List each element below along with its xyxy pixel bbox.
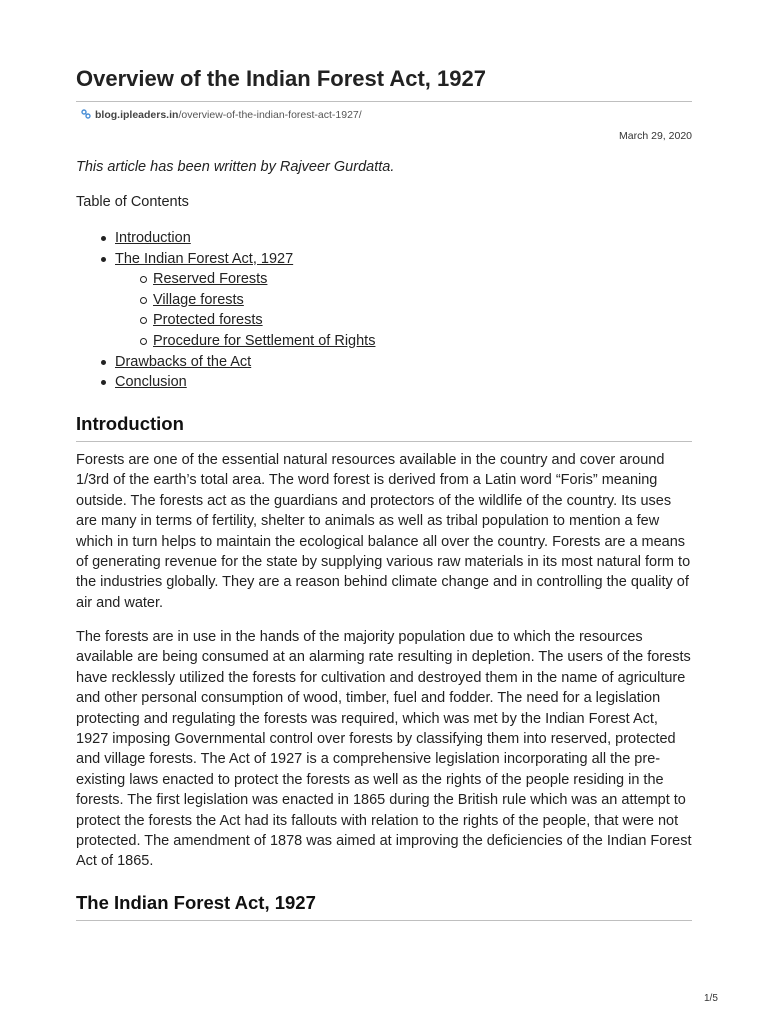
source-path: /overview-of-the-indian-forest-act-1927/ (178, 109, 362, 121)
table-of-contents (76, 228, 375, 393)
toc-link-village-forests[interactable]: Village forests (153, 291, 244, 308)
toc-item-conclusion (76, 372, 375, 393)
publish-date: March 29, 2020 (619, 130, 692, 142)
introduction-divider (76, 441, 692, 442)
toc-link-indian-forest-act[interactable]: The Indian Forest Act, 1927 (115, 250, 294, 267)
toc-item-protected-forests (76, 310, 375, 331)
link-icon (80, 108, 92, 120)
toc-link-drawbacks[interactable]: Drawbacks of the Act (115, 353, 252, 370)
section-heading-indian-forest-act: The Indian Forest Act, 1927 (76, 892, 316, 913)
source-domain: blog.ipleaders.in (95, 109, 179, 121)
toc-link-protected-forests[interactable]: Protected forests (153, 312, 263, 329)
introduction-paragraph-2: The forests are in use in the hands of the majority population due to which the resources available are being consumed at an alarming rate resulting in depletion. The users of the forests have recklessly utilized the forests for cultivation and destroyed them in the name of agriculture and other personal consumption of wood, timber, fuel and fodder. The need for a legislation protecting and regulating the forests was required, which was met by the Indian Forest Act, 1927 imposing Governmental control over forests by classifying them into reserved, protected and village forests. The Act of 1927 is a comprehensive legislation incorporating all the pre-existing laws enacted to protect the forests as well as the rights of the people residing in the forests. The first legislation was enacted in 1865 during the British rule which was an attempt to protect the forests the Act had its fallouts with relation to the rights of the people, that were not protected. The amendment of 1878 was aimed at improving the deficiencies of the Indian Forest Act of 1865. (76, 629, 692, 870)
toc-item-village-forests (76, 290, 375, 311)
toc-link-settlement-of-rights[interactable]: Procedure for Settlement of Rights (153, 332, 376, 349)
toc-item-drawbacks (76, 352, 375, 373)
section-heading-introduction: Introduction (76, 413, 184, 434)
toc-item-reserved-forests (76, 269, 375, 290)
toc-item-introduction (76, 228, 375, 249)
toc-link-conclusion[interactable]: Conclusion (115, 374, 187, 391)
byline: This article has been written by Rajveer Gurdatta. (76, 159, 395, 175)
toc-link-reserved-forests[interactable]: Reserved Forests (153, 271, 268, 288)
toc-link-introduction[interactable]: Introduction (115, 230, 191, 246)
toc-item-indian-forest-act (76, 249, 375, 270)
toc-item-settlement-of-rights (76, 331, 375, 352)
toc-title: Table of Contents (76, 194, 189, 210)
page-number: 1/5 (704, 993, 718, 1004)
introduction-paragraph-1: Forests are one of the essential natural resources available in the country and cover around 1/3rd of the earth’s total area. The word forest is derived from a Latin word “Foris” meaning outside. The forests act as the guardians and protectors of the wildlife of the country. Its uses are many in terms of fertility, shelter to animals as well as tribal population to mention a few which in turn helps to maintain the ecological balance all over the country. Forests are a means of generating revenue for the state by supplying various raw materials in its most natural form to the industries globally. They are a reason behind climate change and in controlling the quality of air and water. (76, 452, 691, 611)
title-divider (76, 101, 692, 102)
page-title: Overview of the Indian Forest Act, 1927 (76, 66, 486, 91)
source-url[interactable] (80, 108, 362, 121)
forest-act-divider (76, 920, 692, 921)
